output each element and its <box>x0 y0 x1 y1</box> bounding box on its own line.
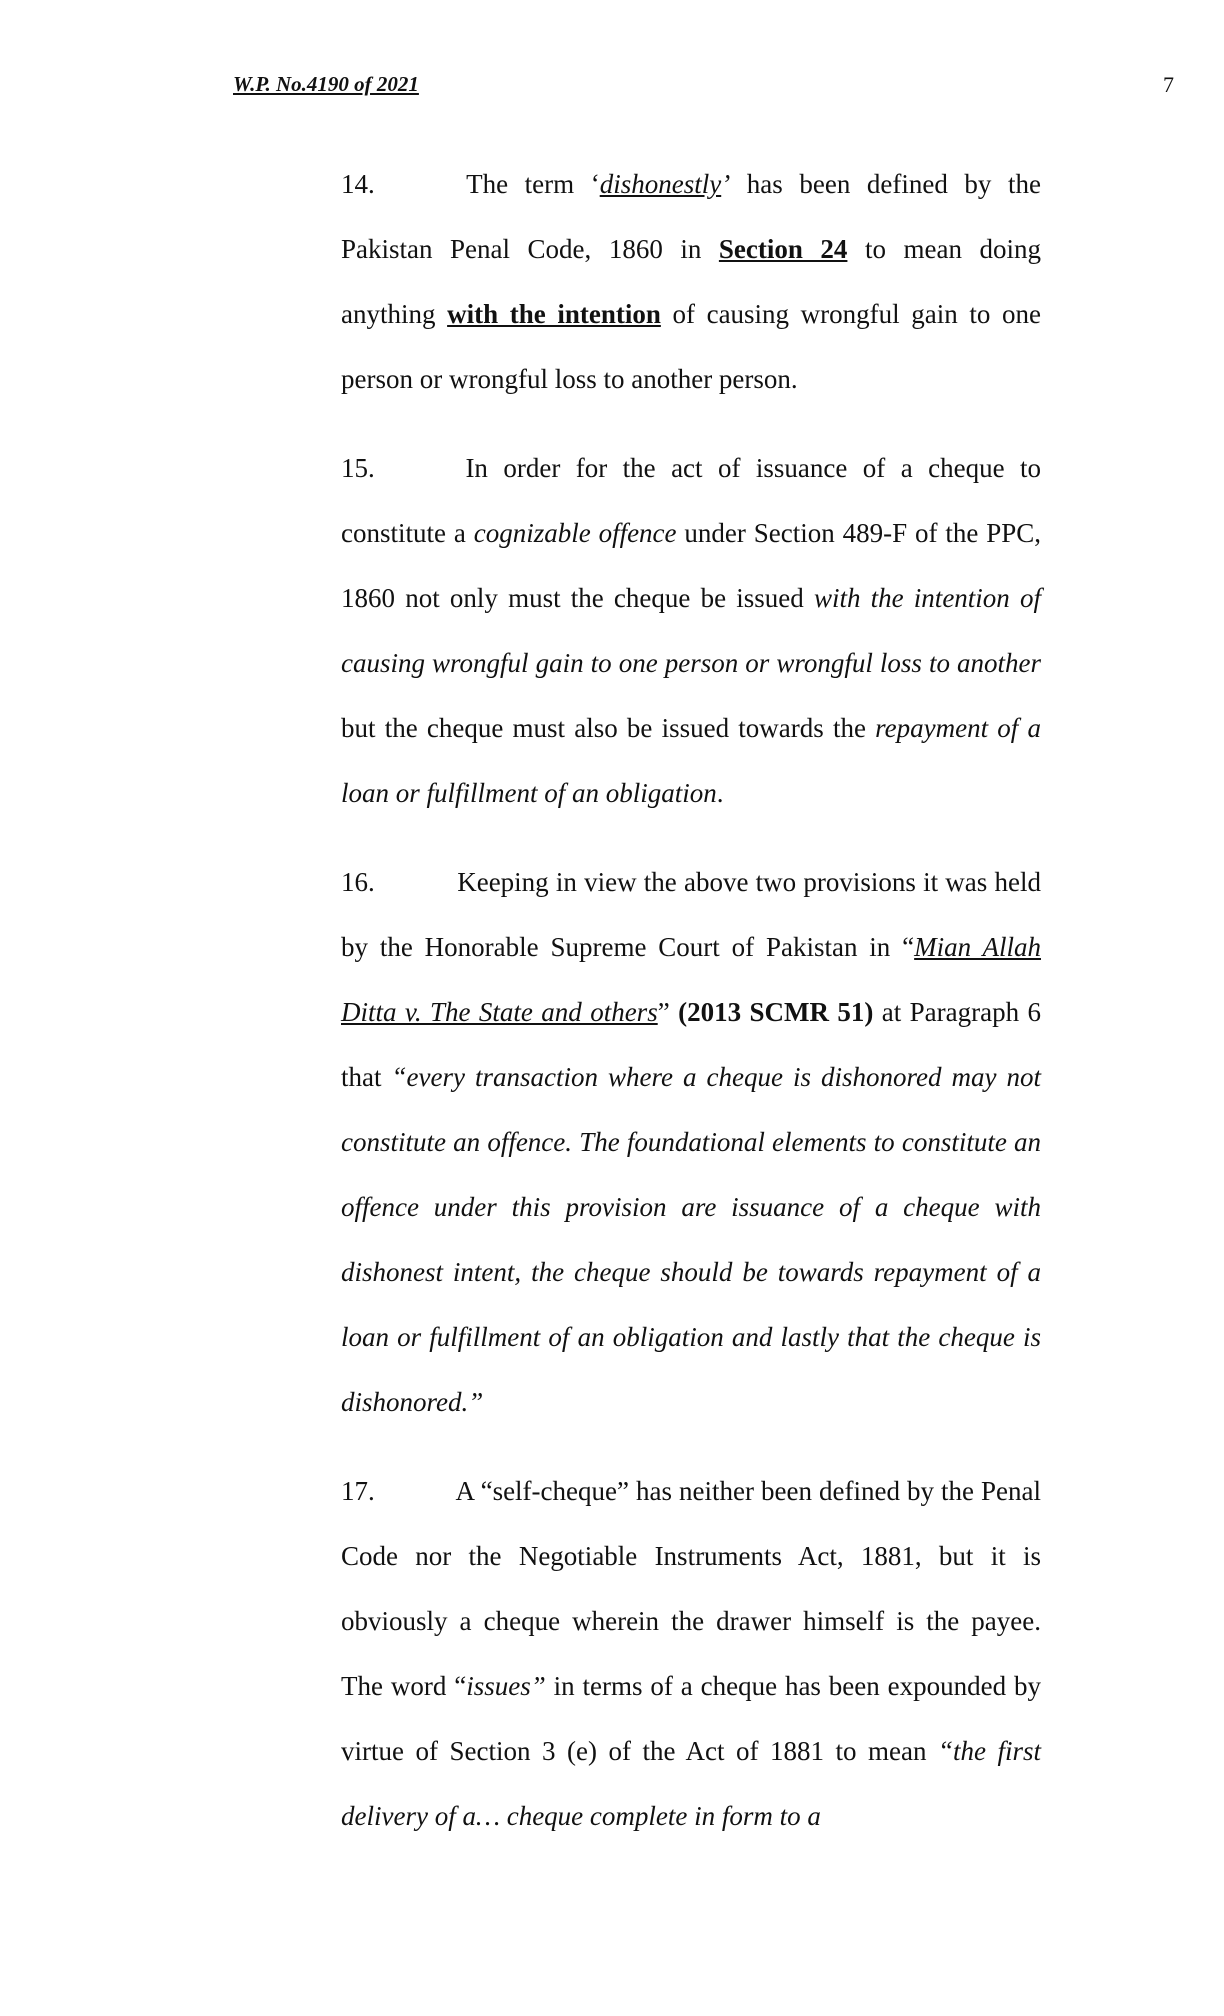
text-run: A “self-cheque” has neither been defined by the Penal Code nor the Negotiable Instruments Act, 1881, but it is obviously a cheque wherein the drawer himself is the payee. The word “ <box>341 1476 1041 1701</box>
text-run: with the intention of causing wrongful gain to one person or wrongful loss to another <box>341 583 1041 678</box>
text-run: has been defined by the Pakistan Penal Code, 1860 in <box>341 169 1041 264</box>
paragraph-number: 14. <box>341 169 375 199</box>
text-run: ’ <box>721 169 731 199</box>
text-run: but the cheque must also be issued towards the <box>341 713 876 743</box>
text-run: under Section 489-F of the PPC, 1860 not only must the cheque be issued <box>341 518 1041 613</box>
paragraph-14 <box>341 152 1041 412</box>
paragraph-number: 16. <box>341 867 375 897</box>
text-run: cognizable offence <box>473 518 677 548</box>
text-run: issues” <box>466 1671 546 1701</box>
text-run: (2013 SCMR 51) <box>678 997 874 1027</box>
text-run: In order for the act of issuance of a cheque to constitute a <box>341 453 1041 548</box>
paragraph-17 <box>341 1459 1041 1849</box>
text-run: Mian Allah Ditta v. The State and others <box>341 932 1041 1027</box>
text-run: dishonestly <box>599 169 722 199</box>
page-header <box>233 72 1174 108</box>
document-body <box>341 152 1041 1873</box>
text-run: to mean doing anything <box>341 234 1041 329</box>
text-run: at Paragraph 6 that <box>341 997 1041 1092</box>
text-run: . <box>716 778 724 808</box>
text-run: The term ‘ <box>466 169 600 199</box>
text-run: Section 24 <box>718 234 848 264</box>
page-number: 7 <box>1163 72 1174 97</box>
case-number: W.P. No.4190 of 2021 <box>233 72 419 96</box>
text-run: of causing wrongful gain to one person or wrongful loss to another person. <box>341 299 1041 394</box>
paragraph-16 <box>341 850 1041 1435</box>
text-run: ” <box>657 997 679 1027</box>
paragraph-15 <box>341 436 1041 826</box>
paragraph-number: 17. <box>341 1476 375 1506</box>
text-run: “every transaction where a cheque is dishonored may not constitute an offence. The foundational elements to constitute an offence under this provision are issuance of a cheque with dishonest intent, the cheque should be towards repayment of a loan or fulfillment of an obligation and lastly that the cheque is dishonored.” <box>341 1062 1041 1417</box>
paragraph-number: 15. <box>341 453 375 483</box>
text-run: with the intention <box>447 299 661 329</box>
text-run: Keeping in view the above two provisions it was held by the Honorable Supreme Court of Pakistan in “ <box>341 867 1041 962</box>
text-run: “the first delivery of a… cheque complete in form to a <box>341 1736 1041 1831</box>
text-run: in terms of a cheque has been expounded by virtue of Section 3 (e) of the Act of 1881 to mean <box>341 1671 1042 1766</box>
text-run: repayment of a loan or fulfillment of an obligation <box>341 713 1041 808</box>
